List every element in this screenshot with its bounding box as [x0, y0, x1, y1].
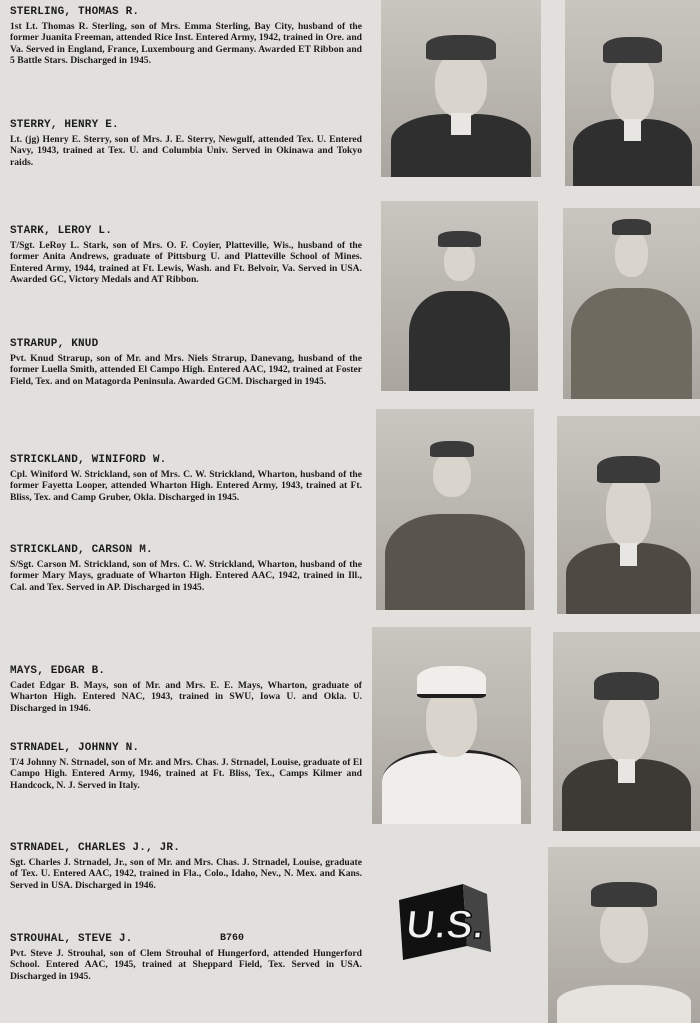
entry-text: Cadet Edgar B. Mays, son of Mr. and Mrs. E. E. Mays, Wharton, graduate of Wharton High. Entered NAC, 1943, trained in SWU, Iowa U. and Okla. U. Discharged in 1946.	[10, 680, 362, 714]
portrait-photo	[553, 632, 700, 831]
entry-stark-leroy	[10, 225, 362, 286]
entry-mays-edgar	[10, 665, 362, 714]
entry-name: STERRY, HENRY E.	[10, 119, 119, 131]
entry-name: STRICKLAND, WINIFORD W.	[10, 454, 167, 466]
portrait-photo	[548, 847, 700, 1023]
entry-strickland-carson	[10, 544, 362, 593]
entry-text: 1st Lt. Thomas R. Sterling, son of Mrs. Emma Sterling, Bay City, husband of the former Juanita Freeman, attended Rice Inst. Entered Army, 1942, trained in Ore. and Va. Served in England, France, Luxembourg and Germany. Awarded ET Ribbon and 5 Battle Stars. Discharged in 1945.	[10, 21, 362, 67]
entry-text: S/Sgt. Carson M. Strickland, son of Mrs. C. W. Strickland, Wharton, husband of the former Mary Mays, graduate of Wharton High. Entered AAC, 1942, trained in Ill., Cal. and Tex. Served in AP. Discharged in 1945.	[10, 559, 362, 593]
entry-name: STRNADEL, CHARLES J., JR.	[10, 842, 181, 854]
entry-text: T/Sgt. LeRoy L. Stark, son of Mrs. O. F. Coyier, Platteville, Wis., husband of the former Anita Andrews, graduate of Pittsburg U. and Platteville School of Mines. Entered Army, 1944, trained at Ft. Lewis, Wash. and Ft. Belvoir, Va. Served in USA. Awarded GC, Victory Medals and AT Ribbon.	[10, 240, 362, 286]
entry-strnadel-charles	[10, 842, 362, 891]
entry-strickland-winiford	[10, 454, 362, 503]
entry-name: STRARUP, KNUD	[10, 338, 99, 350]
page-code: B760	[219, 933, 244, 944]
entry-strnadel-johnny	[10, 742, 362, 791]
entry-name: STRICKLAND, CARSON M.	[10, 544, 153, 556]
entry-strouhal-steve	[10, 933, 362, 982]
entry-text: Lt. (jg) Henry E. Sterry, son of Mrs. J. E. Sterry, Newgulf, attended Tex. U. Entered Navy, 1943, trained at Tex. U. and Columbia Univ. Served in Okinawa and Tokyo raids.	[10, 134, 362, 168]
entry-name: STERLING, THOMAS R.	[10, 6, 140, 18]
entry-strarup-knud	[10, 338, 362, 387]
entry-text: Pvt. Knud Strarup, son of Mr. and Mrs. Niels Strarup, Danevang, husband of the former Luella Smith, attended El Campo High. Entered AAC, 1942, trained at Foster Field, Tex. and on Matagorda Peninsula. Awarded GCM. Discharged in 1945.	[10, 353, 362, 387]
entry-text: Sgt. Charles J. Strnadel, Jr., son of Mr. and Mrs. Chas. J. Strnadel, Louise, graduate of Tex. U. Entered AAC, 1942, trained in Fla., Colo., Idaho, Nev., N. Mex. and Kans. Served in USA. Discharged in 1946.	[10, 857, 362, 891]
entry-sterry-henry	[10, 119, 362, 168]
portrait-photo	[563, 208, 700, 399]
emblem-text: U.S.	[403, 903, 487, 947]
entry-name: MAYS, EDGAR B.	[10, 665, 106, 677]
entry-text: Cpl. Winiford W. Strickland, son of Mrs. C. W. Strickland, Wharton, husband of the former Fayetta Looper, attended Wharton High. Entered Army, 1943, trained at Ft. Bliss, Tex. and Camp Gruber, Okla. Discharged in 1945.	[10, 469, 362, 503]
entry-sterling-thomas	[10, 6, 362, 67]
portrait-photo	[381, 201, 538, 391]
portrait-photo	[557, 416, 700, 614]
entry-name: STROUHAL, STEVE J.	[10, 933, 133, 945]
us-shield-emblem	[395, 880, 495, 965]
portrait-photo	[372, 627, 531, 824]
portrait-photo	[376, 409, 534, 610]
portrait-photo	[381, 0, 541, 177]
entry-text: T/4 Johnny N. Strnadel, son of Mr. and Mrs. Chas. J. Strnadel, Louise, graduate of El Campo High. Entered Army, 1946, trained at Ft. Bliss, Tex., Camps Kilmer and Handcock, N. J. Served in Italy.	[10, 757, 362, 791]
entry-name: STARK, LEROY L.	[10, 225, 113, 237]
entry-name: STRNADEL, JOHNNY N.	[10, 742, 140, 754]
portrait-photo	[565, 0, 700, 186]
entry-text: Pvt. Steve J. Strouhal, son of Clem Strouhal of Hungerford, attended Hungerford School. Entered AAC, 1945, trained at Sheppard Field, Tex. Served in USA. Discharged in 1945.	[10, 948, 362, 982]
